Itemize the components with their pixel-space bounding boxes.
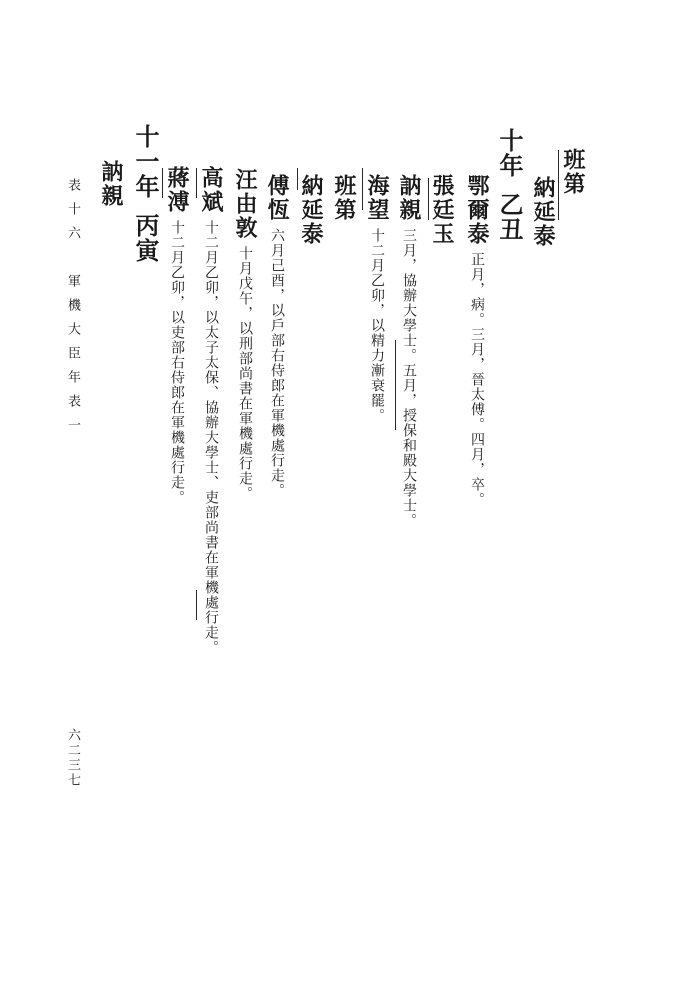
ganzhi-label: 乙丑 bbox=[495, 192, 524, 242]
entry-name: 納延泰 bbox=[298, 174, 324, 246]
year-label: 十年 bbox=[495, 128, 524, 178]
column-rule bbox=[395, 340, 396, 430]
entry-name-banti-2 bbox=[333, 174, 355, 222]
ganzhi-label: 丙寅 bbox=[131, 213, 160, 263]
entry-name: 高斌 bbox=[198, 166, 224, 214]
entry-name: 訥親 bbox=[98, 160, 124, 208]
entry-ertai bbox=[466, 174, 488, 507]
entry-gaobin bbox=[200, 166, 222, 655]
column-rule bbox=[297, 168, 298, 190]
entry-name-nayantai-2 bbox=[300, 174, 322, 246]
entry-note: 正月，病。三月，晉太傅。四月，卒。 bbox=[469, 252, 485, 507]
column-rule bbox=[196, 590, 197, 620]
column-rule bbox=[362, 168, 363, 210]
entry-note: 十二月乙卯，以精力漸衰罷。 bbox=[369, 228, 385, 423]
entry-name-neqin-2 bbox=[100, 160, 122, 208]
entry-name-zhangtingyu bbox=[431, 174, 453, 246]
entry-name: 納延泰 bbox=[530, 176, 556, 248]
entry-neqin-1 bbox=[398, 174, 420, 528]
column-rule bbox=[558, 150, 559, 220]
year-heading-10 bbox=[495, 128, 524, 242]
entry-name: 傅恆 bbox=[264, 174, 290, 222]
entry-name: 蔣溥 bbox=[164, 166, 190, 214]
entry-note: 十二月乙卯，以太子太保、協辦大學士、吏部尚書在軍機處行走。 bbox=[203, 220, 219, 655]
entry-name: 班第 bbox=[560, 148, 586, 196]
entry-name-nayantai-1 bbox=[532, 176, 554, 248]
year-heading-11 bbox=[131, 124, 160, 263]
entry-name-banti-1 bbox=[562, 148, 584, 196]
entry-note: 十月戊午，以刑部尚書在軍機處行走。 bbox=[237, 246, 253, 501]
column-rule bbox=[162, 168, 163, 198]
running-head: 表十六 軍機大臣年表一 bbox=[65, 178, 80, 442]
entry-jiangpu bbox=[166, 166, 188, 505]
entry-fuheng bbox=[266, 174, 288, 498]
page-number: 六二三七 bbox=[65, 728, 80, 788]
entry-note: 六月己酉，以戶部右侍郎在軍機處行走。 bbox=[269, 228, 285, 498]
entry-name: 班第 bbox=[331, 174, 357, 222]
column-rule bbox=[196, 168, 197, 198]
column-rule bbox=[428, 178, 429, 220]
entry-name: 海望 bbox=[364, 174, 390, 222]
entry-name: 張廷玉 bbox=[429, 174, 455, 246]
entry-name: 汪由敦 bbox=[232, 168, 258, 240]
entry-note: 十二月乙卯，以吏部右侍郎在軍機處行走。 bbox=[169, 220, 185, 505]
entry-wangyoudun bbox=[234, 168, 256, 501]
entry-name: 訥親 bbox=[396, 174, 422, 222]
entry-note: 三月，協辦大學士。五月，授保和殿大學士。 bbox=[401, 228, 417, 528]
entry-haiwang bbox=[366, 174, 388, 423]
entry-name: 鄂爾泰 bbox=[464, 174, 490, 246]
year-label: 十一年 bbox=[131, 124, 160, 199]
